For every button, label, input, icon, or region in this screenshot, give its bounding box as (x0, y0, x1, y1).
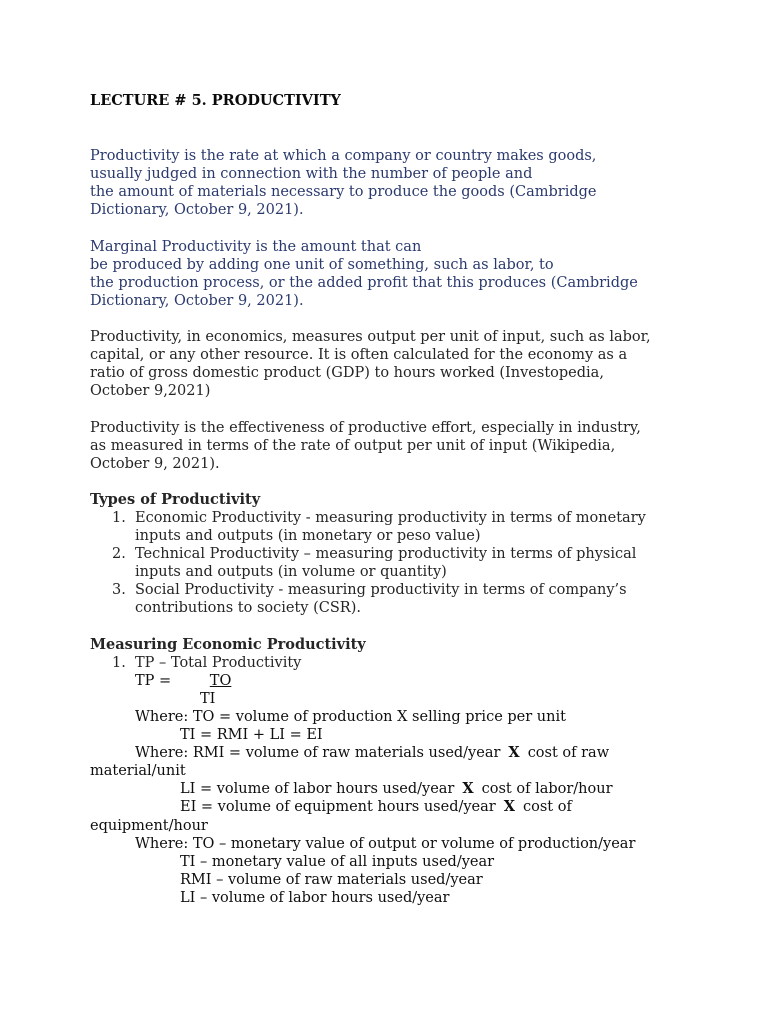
list-item (90, 654, 690, 672)
ei-continuation: equipment/hour (90, 817, 208, 834)
list-item (90, 509, 690, 545)
list-item (90, 545, 690, 581)
rmi-cost: cost of raw (527, 745, 610, 762)
multiply-sign: X (508, 744, 520, 762)
rmi-text: Where: RMI = volume of raw materials used/year (135, 745, 501, 762)
rmi-continuation: material/unit (90, 763, 186, 780)
ei-text: EI = volume of equipment hours used/year (180, 799, 496, 816)
text-line: contributions to society (CSR). (135, 600, 361, 617)
text-line: inputs and outputs (in volume or quantity) (135, 564, 447, 581)
definition-marginal-productivity (90, 238, 690, 310)
rmi-definition: RMI – volume of raw materials used/year (180, 871, 483, 888)
types-section (90, 491, 690, 618)
text-line: Technical Productivity – measuring productivity in terms of physical (135, 546, 637, 563)
ei-line (90, 798, 690, 816)
text-line: Economic Productivity - measuring productivity in terms of monetary (135, 509, 646, 526)
formula-lhs: TP = (135, 672, 176, 689)
definition-economics (90, 328, 690, 400)
text-line: Dictionary, October 9, 2021). (90, 202, 304, 219)
ti-definition: TI – monetary value of all inputs used/year (180, 853, 495, 870)
text-line: capital, or any other resource. It is often calculated for the economy as a (90, 347, 628, 364)
li-text: LI = volume of labor hours used/year (180, 781, 455, 798)
list-item (90, 581, 690, 617)
document-page (90, 92, 690, 907)
list-number: 3. (112, 582, 126, 599)
formula-denominator: TI (200, 690, 216, 707)
formula-line (90, 672, 690, 690)
ei-cost: cost of (522, 799, 572, 816)
definition-productivity (90, 147, 690, 219)
multiply-sign: X (462, 780, 474, 798)
text-line: Marginal Productivity is the amount that can (90, 238, 422, 255)
text-line: Social Productivity - measuring productivity in terms of company’s (135, 582, 627, 599)
li-cost: cost of labor/hour (481, 781, 613, 798)
definition-wikipedia (90, 419, 690, 473)
text-line: Dictionary, October 9, 2021). (90, 292, 304, 309)
formula-numerator: TO (209, 672, 232, 689)
economic-heading: Measuring Economic Productivity (90, 635, 366, 653)
economic-list (90, 654, 690, 672)
text-line: Productivity, in economics, measures output per unit of input, such as labor, (90, 329, 651, 346)
ti-equation: TI = RMI + LI = EI (180, 727, 323, 744)
text-line: October 9, 2021). (90, 455, 220, 472)
lecture-title: LECTURE # 5. PRODUCTIVITY (90, 92, 341, 109)
types-list (90, 509, 690, 618)
list-number: 1. (112, 654, 126, 671)
text-line: be produced by adding one unit of something, such as labor, to (90, 256, 554, 273)
list-number: 2. (112, 546, 126, 563)
li-line (90, 780, 690, 798)
economic-section (90, 636, 690, 907)
text-line: Productivity is the rate at which a company or country makes goods, (90, 148, 597, 165)
text-line: Productivity is the effectiveness of productive effort, especially in industry, (90, 419, 641, 436)
text-line: the amount of materials necessary to produce the goods (Cambridge (90, 184, 597, 201)
text-line: October 9,2021) (90, 383, 211, 400)
where-to-line: Where: TO – monetary value of output or volume of production/year (135, 835, 636, 852)
list-number: 1. (112, 509, 126, 526)
where-to-definition: Where: TO = volume of production X selling price per unit (135, 709, 566, 725)
text-line: ratio of gross domestic product (GDP) to hours worked (Investopedia, (90, 365, 604, 382)
text-line: inputs and outputs (in monetary or peso value) (135, 528, 481, 545)
text-line: TP – Total Productivity (135, 654, 302, 671)
text-line: the production process, or the added profit that this produces (Cambridge (90, 274, 638, 291)
text-line: usually judged in connection with the number of people and (90, 166, 533, 183)
rmi-line (90, 744, 690, 762)
multiply-sign: X (503, 798, 515, 816)
types-heading: Types of Productivity (90, 490, 261, 508)
li-definition: LI – volume of labor hours used/year (180, 889, 450, 906)
text-line: as measured in terms of the rate of output per unit of input (Wikipedia, (90, 437, 616, 454)
